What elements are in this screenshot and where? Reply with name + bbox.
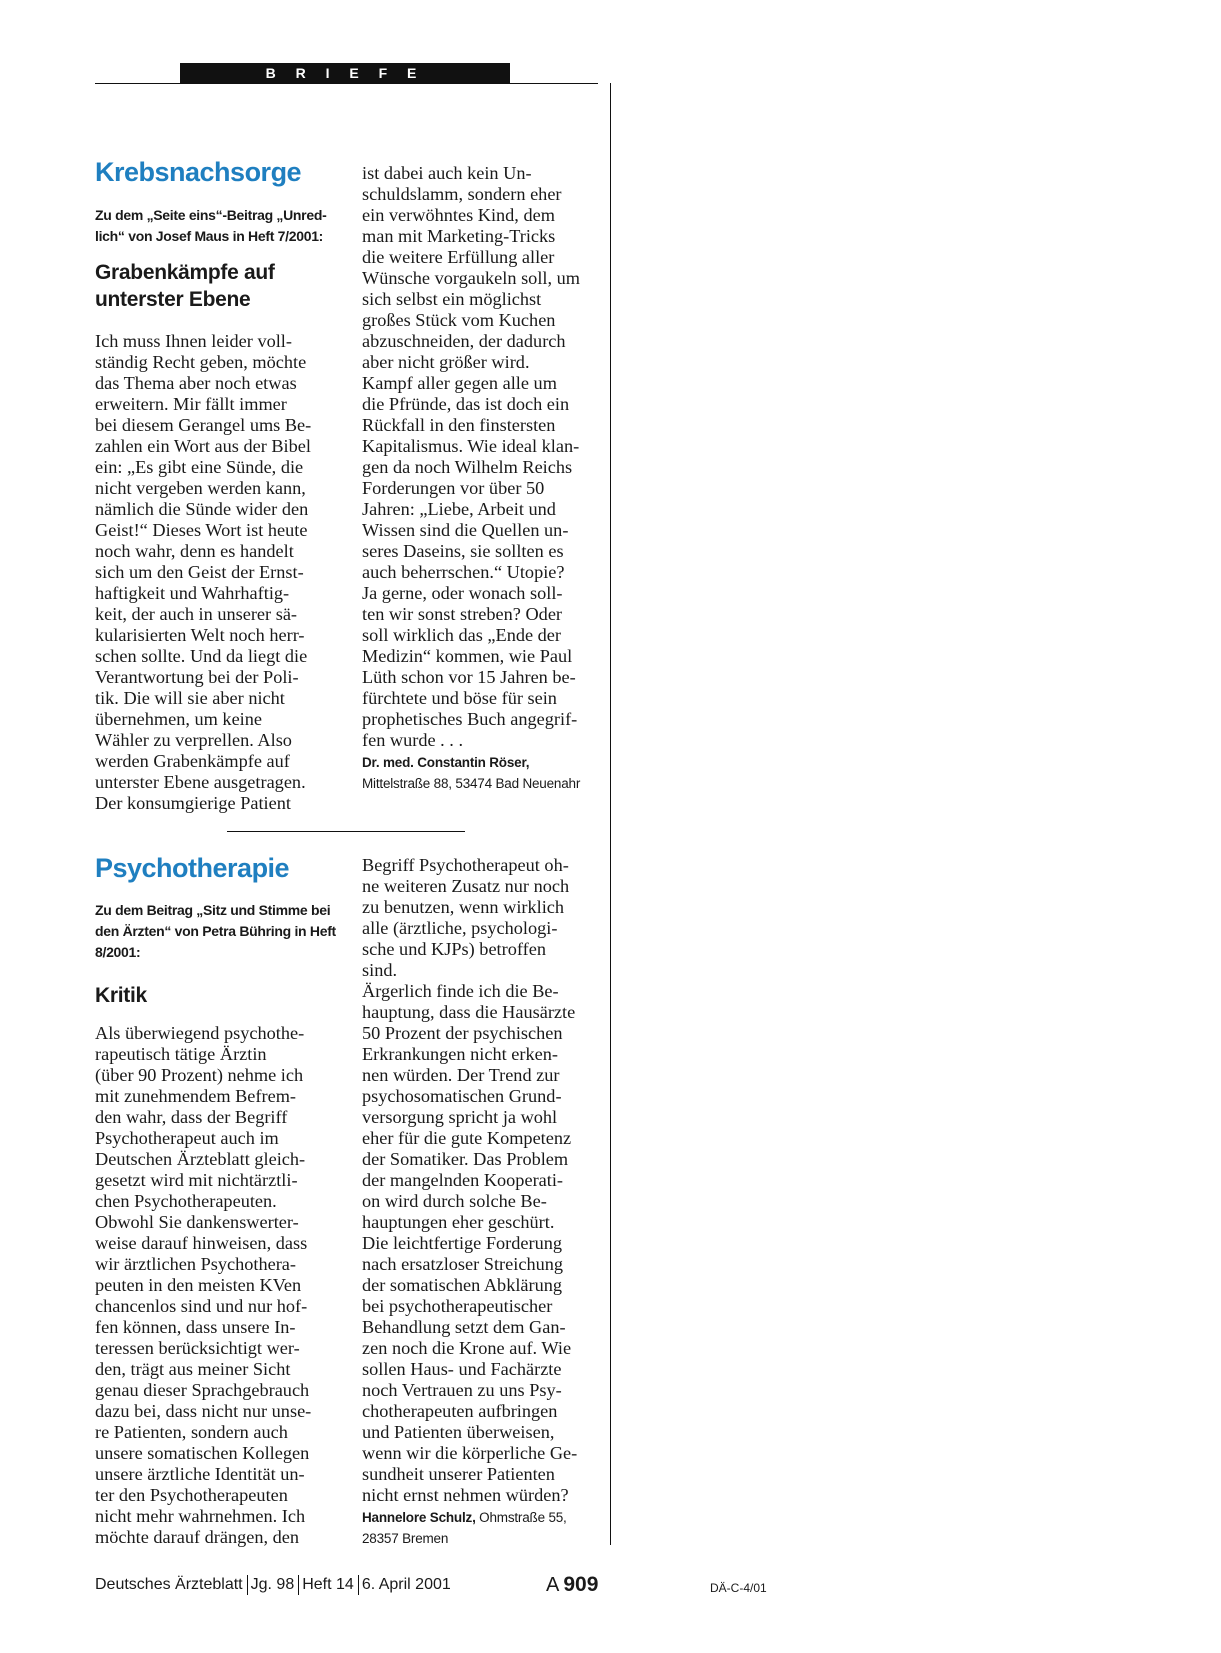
text-line: Kampf aller gegen alle um	[362, 373, 557, 393]
text-line: Lüth schon vor 15 Jahren be-	[362, 667, 576, 687]
text-line: gesetzt wird mit nichtärztli-	[95, 1170, 298, 1190]
text-line: Wähler zu verprellen. Also	[95, 730, 292, 750]
text-line: Rückfall in den finstersten	[362, 415, 556, 435]
text-line: werden Grabenkämpfe auf	[95, 751, 290, 771]
text-line: Medizin“ kommen, wie Paul	[362, 646, 573, 666]
article2-intro	[95, 900, 336, 963]
text-line: Jahren: „Liebe, Arbeit und	[362, 499, 556, 519]
text-line: hauptungen eher geschürt.	[362, 1212, 555, 1232]
text-line: nämlich die Sünde wider den	[95, 499, 309, 519]
text-line: versorgung spricht ja wohl	[362, 1107, 558, 1127]
text-line: Behandlung setzt dem Gan-	[362, 1317, 566, 1337]
text-line: Geist!“ Dieses Wort ist heute	[95, 520, 308, 540]
text-line: der mangelnden Kooperati-	[362, 1170, 564, 1190]
page-number: 909	[563, 1573, 599, 1596]
text-line: sundheit unserer Patienten	[362, 1464, 555, 1484]
column-divider-rule	[610, 83, 611, 1545]
text-line: ne weiteren Zusatz nur noch	[362, 876, 570, 896]
article2-column1	[95, 1023, 311, 1548]
text-line: sich selbst ein möglichst	[362, 289, 542, 309]
text-line: sollen Haus- und Fachärzte	[362, 1359, 562, 1379]
edition-code: DÄ-C-4/01	[710, 1581, 767, 1595]
text-line: Wissen sind die Quellen un-	[362, 520, 569, 540]
article2-intro-line: Zu dem Beitrag „Sitz und Stimme bei	[95, 902, 331, 918]
text-line: den wahr, dass der Begriff	[95, 1107, 288, 1127]
text-line: unsere somatischen Kollegen	[95, 1443, 310, 1463]
text-line: chotherapeuten aufbringen	[362, 1401, 558, 1421]
text-line: und Patienten überweisen,	[362, 1422, 555, 1442]
article2-signature-city: 28357 Bremen	[362, 1531, 449, 1546]
text-line: ständig Recht geben, möchte	[95, 352, 307, 372]
text-line: fen können, dass unsere In-	[95, 1317, 296, 1337]
text-line: ein: „Es gibt eine Sünde, die	[95, 457, 304, 477]
text-line: nicht ernst nehmen würden?	[362, 1485, 569, 1505]
article1-intro	[95, 205, 326, 247]
text-line: auch beherrschen.“ Utopie?	[362, 562, 565, 582]
text-line: Forderungen vor über 50	[362, 478, 545, 498]
text-line: alle (ärztliche, psychologi-	[362, 918, 558, 938]
text-line: Ich muss Ihnen leider voll-	[95, 331, 292, 351]
text-line: tik. Die will sie aber nicht	[95, 688, 285, 708]
footer-citation	[95, 1574, 451, 1596]
text-line: Ja gerne, oder wonach soll-	[362, 583, 563, 603]
text-line: noch wahr, denn es handelt	[95, 541, 294, 561]
text-line: nach ersatzloser Streichung	[362, 1254, 564, 1274]
text-line: gen da noch Wilhelm Reichs	[362, 457, 573, 477]
section-label: B R I E F E	[180, 63, 510, 84]
footer-volume: Jg. 98	[250, 1576, 295, 1593]
article2-signature	[362, 1507, 567, 1549]
text-line: Als überwiegend psychothe-	[95, 1023, 305, 1043]
footer-separator	[298, 1575, 299, 1595]
text-line: Kapitalismus. Wie ideal klan-	[362, 436, 580, 456]
text-line: sind.	[362, 960, 398, 980]
text-line: Die leichtfertige Forderung	[362, 1233, 563, 1253]
text-line: großes Stück vom Kuchen	[362, 310, 556, 330]
text-line: teressen berücksichtigt wer-	[95, 1338, 300, 1358]
article1-column1	[95, 331, 311, 814]
text-line: sche und KJPs) betroffen	[362, 939, 546, 959]
text-line: ter den Psychotherapeuten	[95, 1485, 288, 1505]
text-line: ein verwöhntes Kind, dem	[362, 205, 555, 225]
text-line: chancenlos sind und nur hof-	[95, 1296, 308, 1316]
footer-issue: Heft 14	[302, 1576, 354, 1593]
text-line: hauptung, dass die Hausärzte	[362, 1002, 576, 1022]
text-line: chen Psychotherapeuten.	[95, 1191, 277, 1211]
footer-separator	[358, 1575, 359, 1595]
text-line: zahlen ein Wort aus der Bibel	[95, 436, 311, 456]
text-line: wir ärztlichen Psychothera-	[95, 1254, 297, 1274]
text-line: der Somatiker. Das Problem	[362, 1149, 569, 1169]
text-line: schuldslamm, sondern eher	[362, 184, 562, 204]
article1-subhead-line: unterster Ebene	[95, 288, 251, 311]
text-line: weise darauf hinweisen, dass	[95, 1233, 308, 1253]
article2-intro-line: den Ärzten“ von Petra Bühring in Heft	[95, 923, 336, 939]
text-line: haftigkeit und Wahrhaftig-	[95, 583, 290, 603]
text-line: den, trägt aus meiner Sicht	[95, 1359, 291, 1379]
article2-headline: Psychotherapie	[95, 853, 290, 883]
text-line: Psychotherapeut auch im	[95, 1128, 279, 1148]
text-line: Obwohl Sie dankenswerter-	[95, 1212, 299, 1232]
article2-subhead	[95, 982, 147, 1009]
text-line: mit zunehmendem Befrem-	[95, 1086, 297, 1106]
text-line: Ärgerlich finde ich die Be-	[362, 981, 559, 1001]
article1-signature-address: Mittelstraße 88, 53474 Bad Neuenahr	[362, 776, 581, 791]
article2-intro-line: 8/2001:	[95, 944, 141, 960]
text-line: genau dieser Sprachgebrauch	[95, 1380, 310, 1400]
article2-signature-name: Hannelore Schulz,	[362, 1510, 476, 1525]
text-line: möchte darauf drängen, den	[95, 1527, 300, 1547]
text-line: fürchtete und böse für sein	[362, 688, 557, 708]
text-line: nen würden. Der Trend zur	[362, 1065, 560, 1085]
text-line: peuten in den meisten KVen	[95, 1275, 302, 1295]
article1-subhead-line: Grabenkämpfe auf	[95, 261, 275, 284]
text-line: on wird durch solche Be-	[362, 1191, 547, 1211]
text-line: Erkrankungen nicht erken-	[362, 1044, 558, 1064]
article1-intro-line: Zu dem „Seite eins“-Beitrag „Unred-	[95, 207, 327, 223]
text-line: Verantwortung bei der Poli-	[95, 667, 299, 687]
text-line: erweitern. Mir fällt immer	[95, 394, 287, 414]
text-line: aber nicht größer wird.	[362, 352, 530, 372]
text-line: (über 90 Prozent) nehme ich	[95, 1065, 304, 1085]
text-line: das Thema aber noch etwas	[95, 373, 297, 393]
text-line: psychosomatischen Grund-	[362, 1086, 562, 1106]
text-line: zen noch die Krone auf. Wie	[362, 1338, 572, 1358]
text-line: Deutschen Ärzteblatt gleich-	[95, 1149, 306, 1169]
text-line: ist dabei auch kein Un-	[362, 163, 532, 183]
article-separator-rule	[227, 831, 465, 832]
text-line: abzuschneiden, der dadurch	[362, 331, 566, 351]
article1-column2	[362, 163, 580, 751]
text-line: sich um den Geist der Ernst-	[95, 562, 304, 582]
text-line: die weitere Erfüllung aller	[362, 247, 555, 267]
text-line: seres Daseins, sie sollten es	[362, 541, 564, 561]
text-line: Wünsche vorgaukeln soll, um	[362, 268, 580, 288]
text-line: die Pfründe, das ist doch ein	[362, 394, 570, 414]
text-line: noch Vertrauen zu uns Psy-	[362, 1380, 562, 1400]
text-line: re Patienten, sondern auch	[95, 1422, 288, 1442]
text-line: prophetisches Buch angegrif-	[362, 709, 578, 729]
text-line: nicht mehr wahrnehmen. Ich	[95, 1506, 306, 1526]
text-line: Begriff Psychotherapeut oh-	[362, 855, 569, 875]
article1-signature	[362, 752, 580, 794]
text-line: schen sollte. Und da liegt die	[95, 646, 308, 666]
text-line: unsere ärztliche Identität un-	[95, 1464, 305, 1484]
article2-signature-address: Ohmstraße 55,	[475, 1510, 567, 1525]
page-prefix: A	[546, 1574, 560, 1596]
article2-subhead-line: Kritik	[95, 984, 147, 1007]
text-line: keit, der auch in unserer sä-	[95, 604, 298, 624]
text-line: bei psychotherapeutischer	[362, 1296, 553, 1316]
text-line: nicht vergeben werden kann,	[95, 478, 306, 498]
footer-page	[546, 1574, 598, 1596]
text-line: fen wurde . . .	[362, 730, 464, 750]
text-line: eher für die gute Kompetenz	[362, 1128, 572, 1148]
text-line: 50 Prozent der psychischen	[362, 1023, 563, 1043]
text-line: Der konsumgierige Patient	[95, 793, 291, 813]
article1-subhead	[95, 259, 275, 313]
article1-signature-name: Dr. med. Constantin Röser,	[362, 755, 530, 770]
text-line: man mit Marketing-Tricks	[362, 226, 556, 246]
text-line: übernehmen, um keine	[95, 709, 263, 729]
text-line: wenn wir die körperliche Ge-	[362, 1443, 578, 1463]
text-line: soll wirklich das „Ende der	[362, 625, 562, 645]
footer-publication: Deutsches Ärzteblatt	[95, 1576, 243, 1593]
text-line: bei diesem Gerangel ums Be-	[95, 415, 312, 435]
text-line: zu benutzen, wenn wirklich	[362, 897, 565, 917]
text-line: unterster Ebene ausgetragen.	[95, 772, 306, 792]
text-line: ten wir sonst streben? Oder	[362, 604, 563, 624]
article2-column2	[362, 855, 577, 1506]
article1-headline: Krebsnachsorge	[95, 157, 302, 187]
footer-separator	[247, 1575, 248, 1595]
text-line: kularisierten Welt noch herr-	[95, 625, 305, 645]
footer-date: 6. April 2001	[361, 1576, 451, 1593]
text-line: der somatischen Abklärung	[362, 1275, 563, 1295]
text-line: rapeutisch tätige Ärztin	[95, 1044, 267, 1064]
article1-intro-line: lich“ von Josef Maus in Heft 7/2001:	[95, 228, 324, 244]
text-line: dazu bei, dass nicht nur unse-	[95, 1401, 312, 1421]
